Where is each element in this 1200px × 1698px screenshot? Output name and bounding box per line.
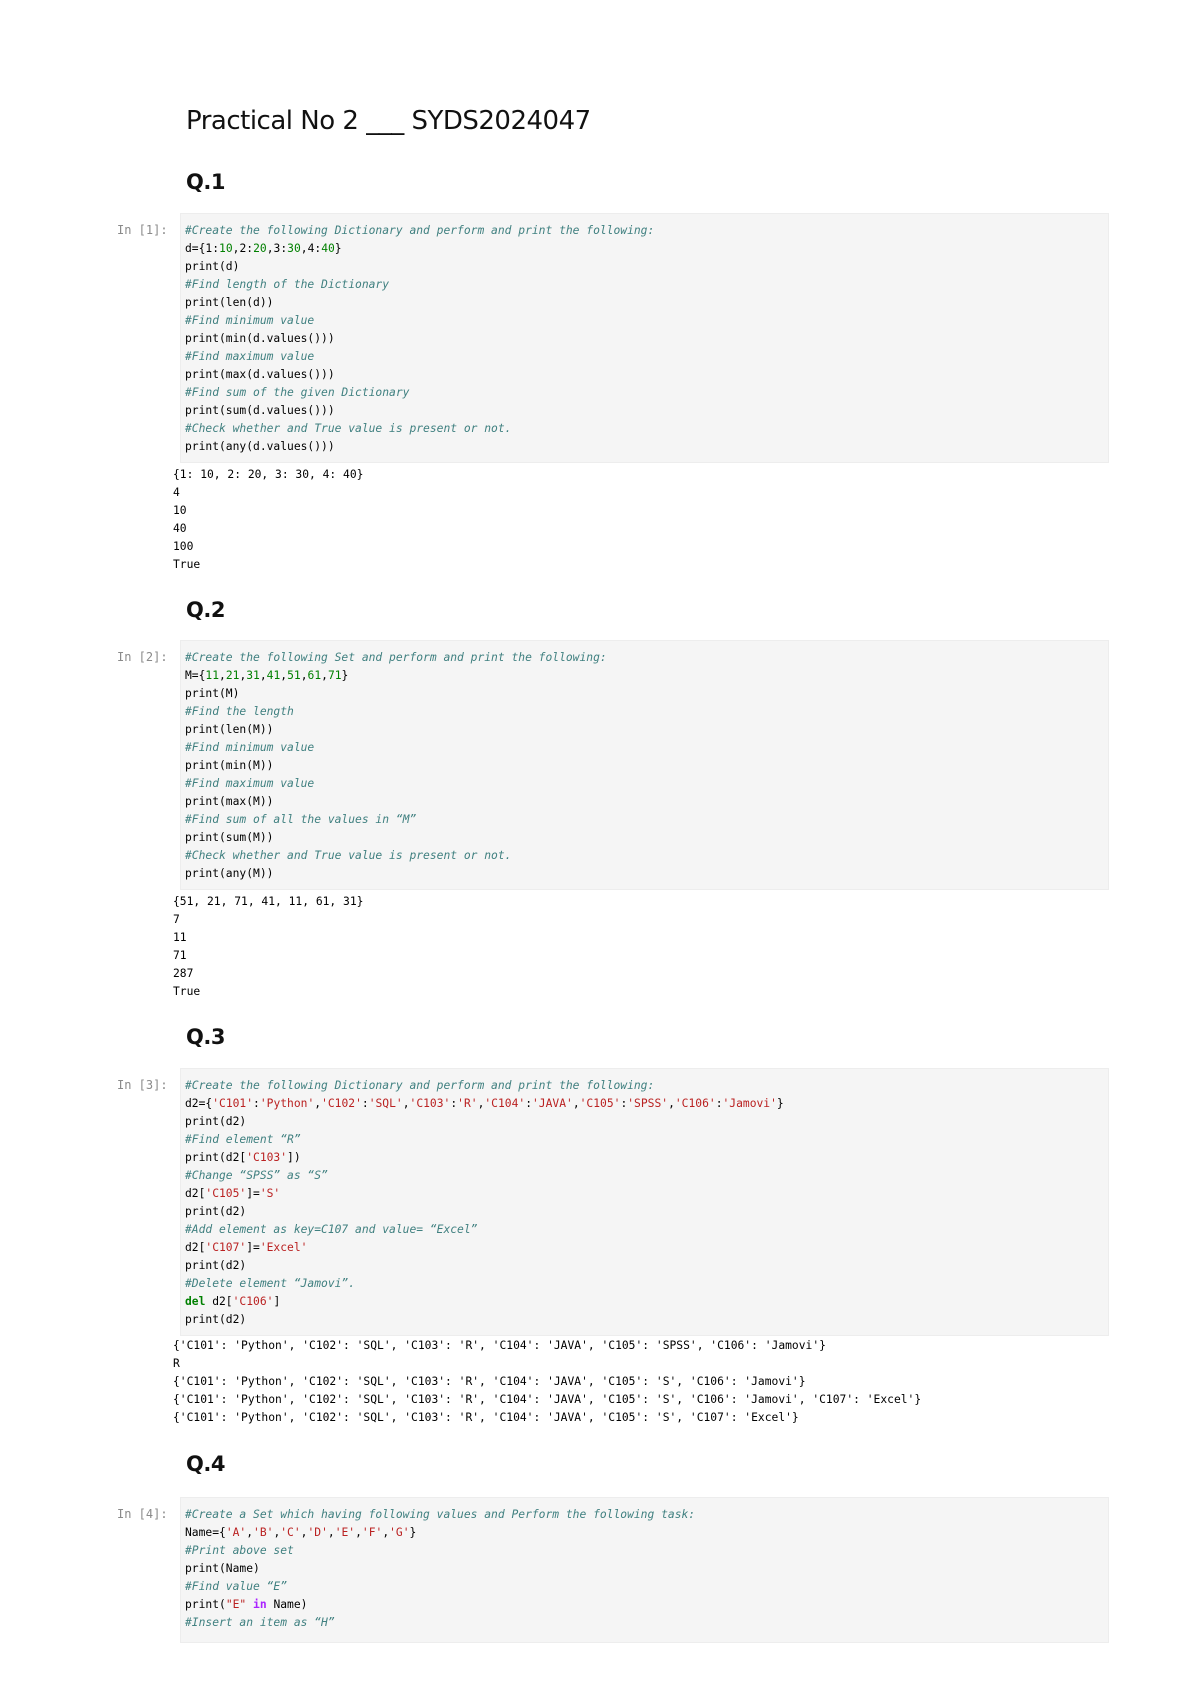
output-line: 287	[173, 967, 194, 980]
code-token: }	[409, 1526, 417, 1539]
code-line	[185, 1239, 1108, 1257]
code-token: 'JAVA'	[532, 1097, 573, 1110]
code-token: 3	[273, 242, 281, 255]
code-token: ,	[321, 669, 328, 682]
code-token: ]=	[246, 1187, 260, 1200]
code-line: #Create the following Set and perform and print the following:	[185, 651, 607, 664]
code-token: 21	[225, 669, 240, 682]
code-token: 4	[307, 242, 315, 255]
code-line	[185, 1596, 1108, 1614]
code-token: Name={	[185, 1526, 226, 1539]
code-token: ,	[273, 1526, 281, 1539]
code-token: :	[246, 242, 254, 255]
code-line	[185, 1095, 1108, 1113]
output-line: {1: 10, 2: 20, 3: 30, 4: 40}	[173, 468, 364, 481]
code-token: print(d2[	[185, 1151, 247, 1164]
code-line: print(sum(M))	[185, 831, 274, 844]
code-line: print(any(M))	[185, 867, 274, 880]
code-token: 11	[205, 669, 220, 682]
code-token: 'C106'	[674, 1097, 716, 1110]
code-token: 'C'	[280, 1526, 301, 1539]
code-token: d2[	[185, 1241, 206, 1254]
output-line: 7	[173, 913, 180, 926]
code-token: d2[	[205, 1295, 233, 1308]
code-cell-1[interactable]	[180, 213, 1109, 463]
code-line: print(d2)	[185, 1205, 247, 1218]
output-line: 4	[173, 486, 180, 499]
output-line: R	[173, 1357, 180, 1370]
code-line: #Find minimum value	[185, 314, 315, 327]
code-token: {	[198, 242, 206, 255]
code-token: 'A'	[225, 1526, 247, 1539]
code-token: }	[341, 669, 349, 682]
code-token: del	[185, 1295, 206, 1308]
code-line: #Create the following Dictionary and perform and print the following:	[185, 224, 655, 237]
code-token: 'Python'	[259, 1097, 315, 1110]
code-token: :	[715, 1097, 723, 1110]
input-prompt-4: In [4]:	[117, 1507, 168, 1521]
page-title: Practical No 2 ___ SYDS2024047	[186, 106, 591, 136]
code-token: ,	[219, 669, 226, 682]
code-line: #Find value “E”	[185, 1580, 288, 1593]
code-line: print(sum(d.values()))	[185, 404, 335, 417]
code-token: 'B'	[253, 1526, 274, 1539]
code-token: :	[280, 242, 288, 255]
code-line	[185, 1149, 1108, 1167]
code-token: :	[620, 1097, 628, 1110]
code-token: ,	[239, 669, 247, 682]
code-token: ,	[266, 242, 274, 255]
output-area-2	[173, 893, 363, 1001]
code-token: 40	[321, 242, 335, 255]
code-token: 'R'	[457, 1097, 478, 1110]
code-line	[185, 240, 1108, 258]
code-token: 51	[287, 669, 301, 682]
code-token	[246, 1598, 253, 1611]
question-heading-4: Q.4	[186, 1452, 225, 1476]
code-token: 'G'	[389, 1526, 410, 1539]
code-line: print(d2)	[185, 1259, 247, 1272]
code-token: ,	[232, 242, 240, 255]
code-line	[185, 667, 1108, 685]
input-prompt-3: In [3]:	[117, 1078, 168, 1092]
code-token: 30	[287, 242, 301, 255]
code-token: 2	[239, 242, 247, 255]
output-line: {'C101': 'Python', 'C102': 'SQL', 'C103': 'R', 'C104': 'JAVA', 'C105': 'S', 'C106': 'Jamovi', 'C107': 'Excel'}	[173, 1393, 922, 1406]
code-token: :	[525, 1097, 532, 1110]
input-prompt-2: In [2]:	[117, 650, 168, 664]
code-token: ,	[572, 1097, 580, 1110]
code-line: #Print above set	[185, 1544, 294, 1557]
output-area-3	[173, 1337, 921, 1427]
code-token: 'F'	[361, 1526, 383, 1539]
code-token: 31	[246, 669, 260, 682]
question-heading-2: Q.2	[186, 598, 225, 622]
code-line	[185, 1524, 1108, 1542]
code-token: ,	[300, 1526, 308, 1539]
code-token: 71	[327, 669, 342, 682]
code-token: ,	[259, 669, 267, 682]
code-line: #Insert an item as “H”	[185, 1616, 335, 1629]
code-token: 'C103'	[409, 1097, 451, 1110]
code-token: ,	[477, 1097, 485, 1110]
code-line	[185, 1293, 1108, 1311]
code-token: 'SPSS'	[627, 1097, 669, 1110]
code-token: 'C102'	[321, 1097, 362, 1110]
code-token: 'C105'	[579, 1097, 621, 1110]
code-token: ,	[355, 1526, 362, 1539]
code-line: #Create a Set which having following values and Perform the following task:	[185, 1508, 696, 1521]
code-token: d=	[185, 242, 199, 255]
code-token: 'SQL'	[368, 1097, 403, 1110]
output-line: {51, 21, 71, 41, 11, 61, 31}	[173, 895, 364, 908]
code-token: 'C106'	[232, 1295, 274, 1308]
code-cell-3[interactable]	[180, 1068, 1109, 1336]
code-token: Name)	[266, 1598, 308, 1611]
code-line: #Delete element “Jamovi”.	[185, 1277, 356, 1290]
code-line: print(d)	[185, 260, 240, 273]
code-line: #Change “SPSS” as “S”	[185, 1169, 328, 1182]
code-line: #Find sum of all the values in “M”	[185, 813, 417, 826]
code-token: 'C107'	[205, 1241, 247, 1254]
code-token: 'Excel'	[259, 1241, 308, 1254]
code-line: #Find maximum value	[185, 350, 315, 363]
code-token: ,	[382, 1526, 390, 1539]
code-line: #Find minimum value	[185, 741, 315, 754]
code-token: ,	[314, 1097, 322, 1110]
code-line: print(Name)	[185, 1562, 260, 1575]
question-heading-3: Q.3	[186, 1025, 225, 1049]
code-token: 1	[205, 242, 213, 255]
code-token: 'C104'	[484, 1097, 526, 1110]
code-token: 'S'	[259, 1187, 281, 1200]
output-line: 100	[173, 540, 194, 553]
output-line: 10	[173, 504, 187, 517]
code-line: #Check whether and True value is present or not.	[185, 422, 512, 435]
code-line: #Create the following Dictionary and perform and print the following:	[185, 1079, 655, 1092]
code-line: print(len(d))	[185, 296, 274, 309]
code-line: print(min(M))	[185, 759, 274, 772]
code-token: d2={	[185, 1097, 213, 1110]
code-token: ]=	[246, 1241, 260, 1254]
code-token: 'C103'	[246, 1151, 288, 1164]
code-token: 'Jamovi'	[722, 1097, 777, 1110]
code-token: :	[212, 242, 220, 255]
output-line: {'C101': 'Python', 'C102': 'SQL', 'C103': 'R', 'C104': 'JAVA', 'C105': 'S', 'C107': 'Excel'}	[173, 1411, 799, 1424]
code-token: :	[450, 1097, 458, 1110]
code-line: #Find length of the Dictionary	[185, 278, 390, 291]
code-token: 61	[307, 669, 322, 682]
output-line: 11	[173, 931, 187, 944]
code-token: 'D'	[307, 1526, 328, 1539]
code-cell-2[interactable]	[180, 640, 1109, 890]
output-line: 71	[173, 949, 187, 962]
output-line: True	[173, 985, 201, 998]
code-line: print(d2)	[185, 1313, 247, 1326]
code-line: #Find maximum value	[185, 777, 315, 790]
output-line: {'C101': 'Python', 'C102': 'SQL', 'C103': 'R', 'C104': 'JAVA', 'C105': 'SPSS', 'C106': 'Jamovi'}	[173, 1339, 826, 1352]
code-token: :	[361, 1097, 369, 1110]
code-line: print(max(d.values()))	[185, 368, 335, 381]
code-token: }	[776, 1097, 784, 1110]
code-token: ])	[287, 1151, 301, 1164]
code-token: ,	[300, 242, 308, 255]
code-token: 41	[266, 669, 281, 682]
code-line: #Find sum of the given Dictionary	[185, 386, 410, 399]
question-heading-1: Q.1	[186, 170, 225, 194]
code-token: ,	[246, 1526, 254, 1539]
code-line: #Find element “R”	[185, 1133, 301, 1146]
code-line: print(min(d.values()))	[185, 332, 335, 345]
code-token: 'C105'	[205, 1187, 247, 1200]
code-line: #Add element as key=C107 and value= “Excel”	[185, 1223, 478, 1236]
code-line: print(M)	[185, 687, 240, 700]
code-line: print(max(M))	[185, 795, 274, 808]
code-token: ,	[668, 1097, 675, 1110]
code-token: ,	[300, 669, 308, 682]
code-token: :	[253, 1097, 260, 1110]
code-token: ,	[327, 1526, 335, 1539]
code-token: "E"	[225, 1598, 247, 1611]
code-token: 20	[253, 242, 267, 255]
output-area-1	[173, 466, 363, 574]
code-token: ,	[280, 669, 288, 682]
code-cell-4[interactable]	[180, 1497, 1109, 1643]
code-token: in	[253, 1598, 267, 1611]
code-token: }	[334, 242, 342, 255]
code-token: 'E'	[334, 1526, 356, 1539]
input-prompt-1: In [1]:	[117, 223, 168, 237]
code-token: ]	[273, 1295, 281, 1308]
output-line: True	[173, 558, 201, 571]
code-line: #Check whether and True value is present or not.	[185, 849, 512, 862]
code-line: print(any(d.values()))	[185, 440, 335, 453]
code-token: d2[	[185, 1187, 206, 1200]
code-token: print(	[185, 1598, 226, 1611]
code-line: print(d2)	[185, 1115, 247, 1128]
code-token: :	[314, 242, 322, 255]
output-line: {'C101': 'Python', 'C102': 'SQL', 'C103': 'R', 'C104': 'JAVA', 'C105': 'S', 'C106': 'Jamovi'}	[173, 1375, 806, 1388]
output-line: 40	[173, 522, 187, 535]
code-token: 'C101'	[212, 1097, 254, 1110]
code-token: 10	[219, 242, 233, 255]
code-token: ,	[402, 1097, 410, 1110]
code-line	[185, 1185, 1108, 1203]
code-line: print(len(M))	[185, 723, 274, 736]
code-token: M={	[185, 669, 206, 682]
code-line: #Find the length	[185, 705, 294, 718]
